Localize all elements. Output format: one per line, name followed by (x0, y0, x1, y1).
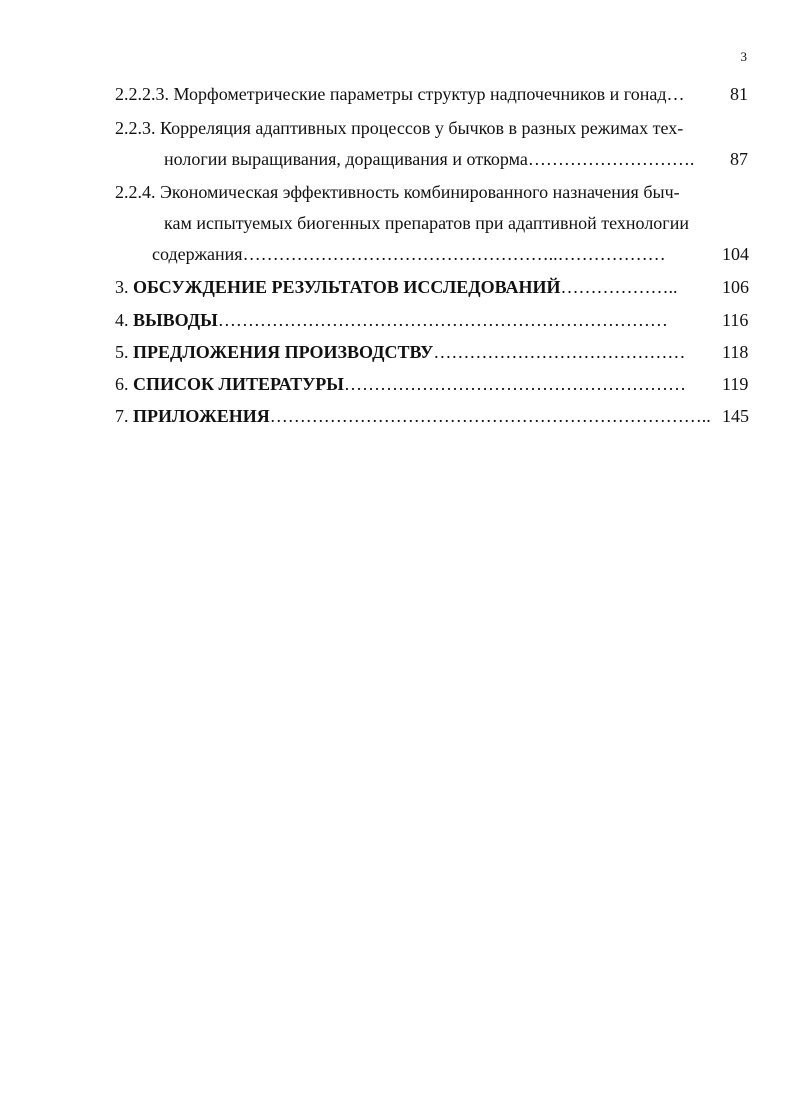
toc-page-number: 87 (730, 149, 748, 169)
toc-entry-2-2-4 (115, 181, 680, 203)
toc-chapter-title: ОБСУЖДЕНИЕ РЕЗУЛЬТАТОВ ИССЛЕДОВАНИЙ (133, 277, 561, 297)
toc-leader: ………………………………………………………………… (217, 310, 668, 330)
toc-chapter-5 (115, 341, 685, 363)
toc-leader: ……………….. (560, 277, 678, 297)
toc-chapter-7 (115, 405, 711, 427)
toc-entry-2-2-4-cont2 (152, 243, 666, 265)
toc-chapter-4 (115, 309, 668, 331)
toc-page-number: 119 (722, 374, 749, 394)
toc-page-number: 145 (722, 406, 749, 426)
toc-page-number: 104 (722, 244, 749, 264)
toc-leader: …………………………………… (433, 342, 686, 362)
toc-entry-2-2-4-cont (164, 212, 689, 234)
toc-page-number: 118 (722, 342, 749, 362)
toc-leader: ……………………………………………………………….. (269, 406, 711, 426)
toc-chapter-number: 7. (115, 406, 129, 426)
toc-leader: ………………………………………………… (343, 374, 686, 394)
toc-entry-text: нологии выращивания, доращивания и откорма (164, 149, 528, 169)
toc-chapter-title: ВЫВОДЫ (133, 310, 218, 330)
toc-entry-2-2-3-cont (164, 148, 694, 170)
toc-chapter-number: 3. (115, 277, 129, 297)
page-number: 3 (740, 49, 747, 64)
toc-leader: ………………………. (527, 149, 695, 169)
toc-entry-text: кам испытуемых биогенных препаратов при адаптивной технологии (164, 213, 689, 233)
toc-entry-2-2-2-3 (115, 83, 685, 105)
toc-page-number: 116 (722, 310, 749, 330)
toc-entry-text: 2.2.2.3. Морфометрические параметры структур надпочечников и гонад (115, 84, 667, 104)
toc-page-number: 81 (730, 84, 748, 104)
toc-leader: ……………………………………………..……………… (242, 244, 666, 264)
toc-chapter-number: 6. (115, 374, 129, 394)
toc-page-number: 106 (722, 277, 749, 297)
toc-chapter-number: 5. (115, 342, 129, 362)
toc-chapter-number: 4. (115, 310, 129, 330)
toc-leader: … (666, 84, 685, 104)
toc-entry-text: содержания (152, 244, 243, 264)
toc-chapter-title: ПРЕДЛОЖЕНИЯ ПРОИЗВОДСТВУ (133, 342, 434, 362)
toc-entry-text: 2.2.4. Экономическая эффективность комбинированного назначения быч- (115, 182, 680, 202)
toc-chapter-6 (115, 373, 686, 395)
toc-entry-2-2-3 (115, 117, 683, 139)
toc-chapter-3 (115, 276, 678, 298)
toc-chapter-title: СПИСОК ЛИТЕРАТУРЫ (133, 374, 344, 394)
toc-chapter-title: ПРИЛОЖЕНИЯ (133, 406, 270, 426)
toc-entry-text: 2.2.3. Корреляция адаптивных процессов у бычков в разных режимах тех- (115, 118, 684, 138)
